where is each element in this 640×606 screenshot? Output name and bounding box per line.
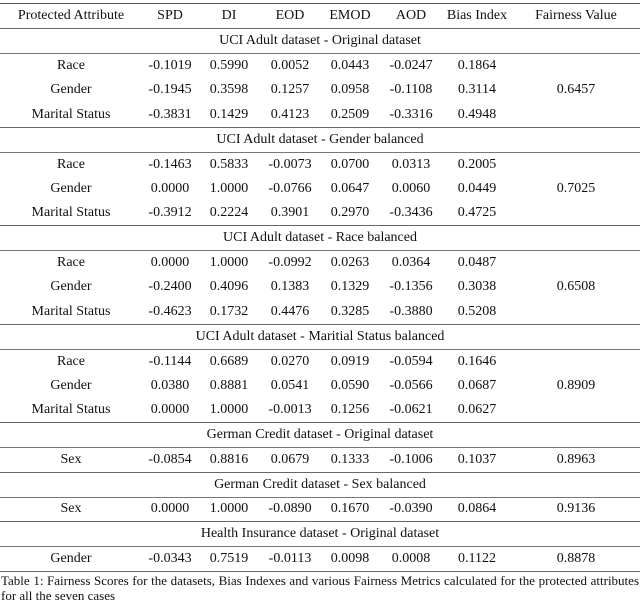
metric-cell: 0.0364 xyxy=(391,255,431,270)
attribute-cell: Race xyxy=(57,156,85,172)
metric-cell: 0.0687 xyxy=(457,377,497,393)
metric-cell: 0.5833 xyxy=(209,156,249,172)
table-row xyxy=(0,251,640,276)
metric-cell: 0.0627 xyxy=(457,402,497,417)
metric-cell: 0.2509 xyxy=(330,106,370,122)
metric-cell: 0.0919 xyxy=(330,353,370,369)
metric-cell: -0.0247 xyxy=(389,58,433,73)
metric-cell: -0.3912 xyxy=(148,205,192,220)
section-title-row xyxy=(0,127,640,152)
metric-cell: -0.0013 xyxy=(268,402,312,417)
metric-cell: 0.0008 xyxy=(391,550,431,566)
metric-cell: 0.5990 xyxy=(209,58,249,73)
column-header: Bias Index xyxy=(446,8,508,23)
attribute-cell: Sex xyxy=(60,451,82,467)
metric-cell: 0.1333 xyxy=(330,451,370,467)
metric-cell: -0.2400 xyxy=(148,279,192,295)
metric-cell: 0.0647 xyxy=(330,180,370,196)
metric-cell: 0.0052 xyxy=(270,58,310,73)
section-title-row xyxy=(0,226,640,251)
metric-cell: 0.0958 xyxy=(330,82,370,98)
metric-cell: 0.3598 xyxy=(209,82,249,98)
metric-cell: 0.1257 xyxy=(270,82,310,98)
metric-cell: 0.2005 xyxy=(457,156,497,172)
metric-cell: 0.0487 xyxy=(457,255,497,270)
metric-cell: 0.0679 xyxy=(270,451,310,467)
metric-cell: 0.3038 xyxy=(457,279,497,295)
table-row xyxy=(0,497,640,522)
table-row xyxy=(0,448,640,473)
metric-cell: -0.0390 xyxy=(389,501,433,517)
fairness-value-cell: 0.8878 xyxy=(556,550,596,566)
metric-cell: -0.1006 xyxy=(389,451,433,467)
table-row xyxy=(0,54,640,79)
metric-cell: 0.2970 xyxy=(330,205,370,220)
column-header: EMOD xyxy=(329,8,371,23)
metric-cell: 0.1732 xyxy=(209,303,249,319)
metric-cell: 0.0449 xyxy=(457,180,497,196)
metric-cell: 0.4096 xyxy=(209,279,249,295)
attribute-cell: Gender xyxy=(50,377,92,393)
metric-cell: -0.0594 xyxy=(389,353,433,369)
metric-cell: 0.1670 xyxy=(330,501,370,517)
metric-cell: 0.0700 xyxy=(330,156,370,172)
attribute-cell: Gender xyxy=(50,82,92,98)
metric-cell: -0.4623 xyxy=(148,303,192,319)
metric-cell: 0.0443 xyxy=(330,58,370,73)
metric-cell: -0.0992 xyxy=(268,255,312,270)
attribute-cell: Race xyxy=(57,255,85,270)
metric-cell: 0.1122 xyxy=(458,550,496,566)
attribute-cell: Gender xyxy=(50,279,92,295)
metric-cell: -0.3316 xyxy=(389,106,433,122)
metric-cell: -0.0113 xyxy=(268,550,312,566)
metric-cell: 0.0000 xyxy=(150,180,190,196)
metric-cell: -0.0890 xyxy=(268,501,312,517)
metric-cell: -0.3436 xyxy=(389,205,433,220)
table-header-row xyxy=(0,4,640,29)
metric-cell: 0.1256 xyxy=(330,402,370,417)
section-title-row xyxy=(0,324,640,349)
metric-cell: 1.0000 xyxy=(209,402,249,417)
metric-cell: 0.7519 xyxy=(209,550,249,566)
attribute-cell: Race xyxy=(57,58,85,73)
metric-cell: -0.1945 xyxy=(148,82,192,98)
fairness-value-cell: 0.6457 xyxy=(556,82,596,98)
column-header: Protected Attribute xyxy=(17,8,125,23)
section-title: UCI Adult dataset - Race balanced xyxy=(223,230,417,245)
metric-cell: 0.3114 xyxy=(458,82,496,98)
fairness-value-cell: 0.8963 xyxy=(556,451,596,467)
table-caption: Table 1: Fairness Scores for the datasets, Bias Indexes and various Fairness Metrics calculated for the protected attributes for all the seven cases xyxy=(1,572,639,603)
metric-cell: 0.0000 xyxy=(150,255,190,270)
metric-cell: -0.0073 xyxy=(268,156,312,172)
section-title: German Credit dataset - Sex balanced xyxy=(214,476,426,492)
metric-cell: -0.1108 xyxy=(389,82,433,98)
metric-cell: 0.4476 xyxy=(270,303,310,319)
attribute-cell: Gender xyxy=(50,180,92,196)
fairness-value-cell: 0.7025 xyxy=(556,180,596,196)
column-header: Fairness Value xyxy=(535,8,617,23)
section-title: UCI Adult dataset - Maritial Status balanced xyxy=(195,328,445,344)
attribute-cell: Race xyxy=(57,353,85,369)
metric-cell: 0.0541 xyxy=(270,377,310,393)
section-title: UCI Adult dataset - Gender balanced xyxy=(216,131,424,147)
metric-cell: 0.8816 xyxy=(209,451,249,467)
metric-cell: 0.8881 xyxy=(209,377,249,393)
metric-cell: 0.1429 xyxy=(209,106,249,122)
column-header: DI xyxy=(221,8,237,23)
metric-cell: 0.4725 xyxy=(457,205,497,220)
metric-cell: -0.1463 xyxy=(148,156,192,172)
metric-cell: -0.1356 xyxy=(389,279,433,295)
metric-cell: -0.3831 xyxy=(148,106,192,122)
metric-cell: 0.0000 xyxy=(150,501,190,517)
column-header: AOD xyxy=(395,8,427,23)
section-title: UCI Adult dataset - Original dataset xyxy=(219,33,421,48)
metric-cell: -0.1144 xyxy=(148,353,192,369)
attribute-cell: Marital Status xyxy=(31,106,111,122)
section-title-row xyxy=(0,29,640,54)
metric-cell: 0.3285 xyxy=(330,303,370,319)
metric-cell: 0.6689 xyxy=(209,353,249,369)
metric-cell: 0.3901 xyxy=(270,205,310,220)
section-title-row xyxy=(0,522,640,547)
table-row xyxy=(0,547,640,572)
section-title: German Credit dataset - Original dataset xyxy=(206,427,434,442)
section-title-row xyxy=(0,423,640,448)
metric-cell: 1.0000 xyxy=(209,255,249,270)
fairness-table xyxy=(0,3,640,572)
metric-cell: 0.0000 xyxy=(150,402,190,417)
metric-cell: 0.2224 xyxy=(209,205,249,220)
metric-cell: -0.0621 xyxy=(389,402,433,417)
metric-cell: 0.4123 xyxy=(270,106,310,122)
metric-cell: 1.0000 xyxy=(209,501,249,517)
metric-cell: -0.1019 xyxy=(148,58,192,73)
metric-cell: 0.0864 xyxy=(457,501,497,517)
metric-cell: 0.0380 xyxy=(150,377,190,393)
attribute-cell: Marital Status xyxy=(31,205,111,220)
attribute-cell: Marital Status xyxy=(31,303,111,319)
metric-cell: 0.1383 xyxy=(270,279,310,295)
metric-cell: -0.0566 xyxy=(389,377,433,393)
fairness-value-cell: 0.9136 xyxy=(556,501,596,517)
column-header: EOD xyxy=(275,8,305,23)
metric-cell: 1.0000 xyxy=(209,180,249,196)
fairness-value-cell: 0.8909 xyxy=(556,377,596,393)
metric-cell: 0.0270 xyxy=(270,353,310,369)
section-title: Health Insurance dataset - Original dataset xyxy=(200,526,440,541)
column-header: SPD xyxy=(157,8,183,23)
table-row xyxy=(0,349,640,374)
attribute-cell: Sex xyxy=(60,501,82,517)
metric-cell: 0.1864 xyxy=(457,58,497,73)
metric-cell: 0.0098 xyxy=(330,550,370,566)
metric-cell: 0.1329 xyxy=(330,279,370,295)
metric-cell: 0.4948 xyxy=(457,106,497,122)
metric-cell: 0.1037 xyxy=(457,451,497,467)
fairness-value-cell: 0.6508 xyxy=(556,279,596,295)
metric-cell: 0.0590 xyxy=(330,377,370,393)
metric-cell: 0.0263 xyxy=(330,255,370,270)
metric-cell: 0.0060 xyxy=(391,180,431,196)
section-title-row xyxy=(0,472,640,497)
attribute-cell: Gender xyxy=(50,550,92,566)
metric-cell: -0.0854 xyxy=(148,451,192,467)
table-row xyxy=(0,152,640,177)
attribute-cell: Marital Status xyxy=(31,402,111,417)
metric-cell: 0.1646 xyxy=(457,353,497,369)
metric-cell: -0.3880 xyxy=(389,303,433,319)
metric-cell: -0.0766 xyxy=(268,180,312,196)
metric-cell: 0.0313 xyxy=(391,156,431,172)
metric-cell: -0.0343 xyxy=(148,550,192,566)
metric-cell: 0.5208 xyxy=(457,303,497,319)
